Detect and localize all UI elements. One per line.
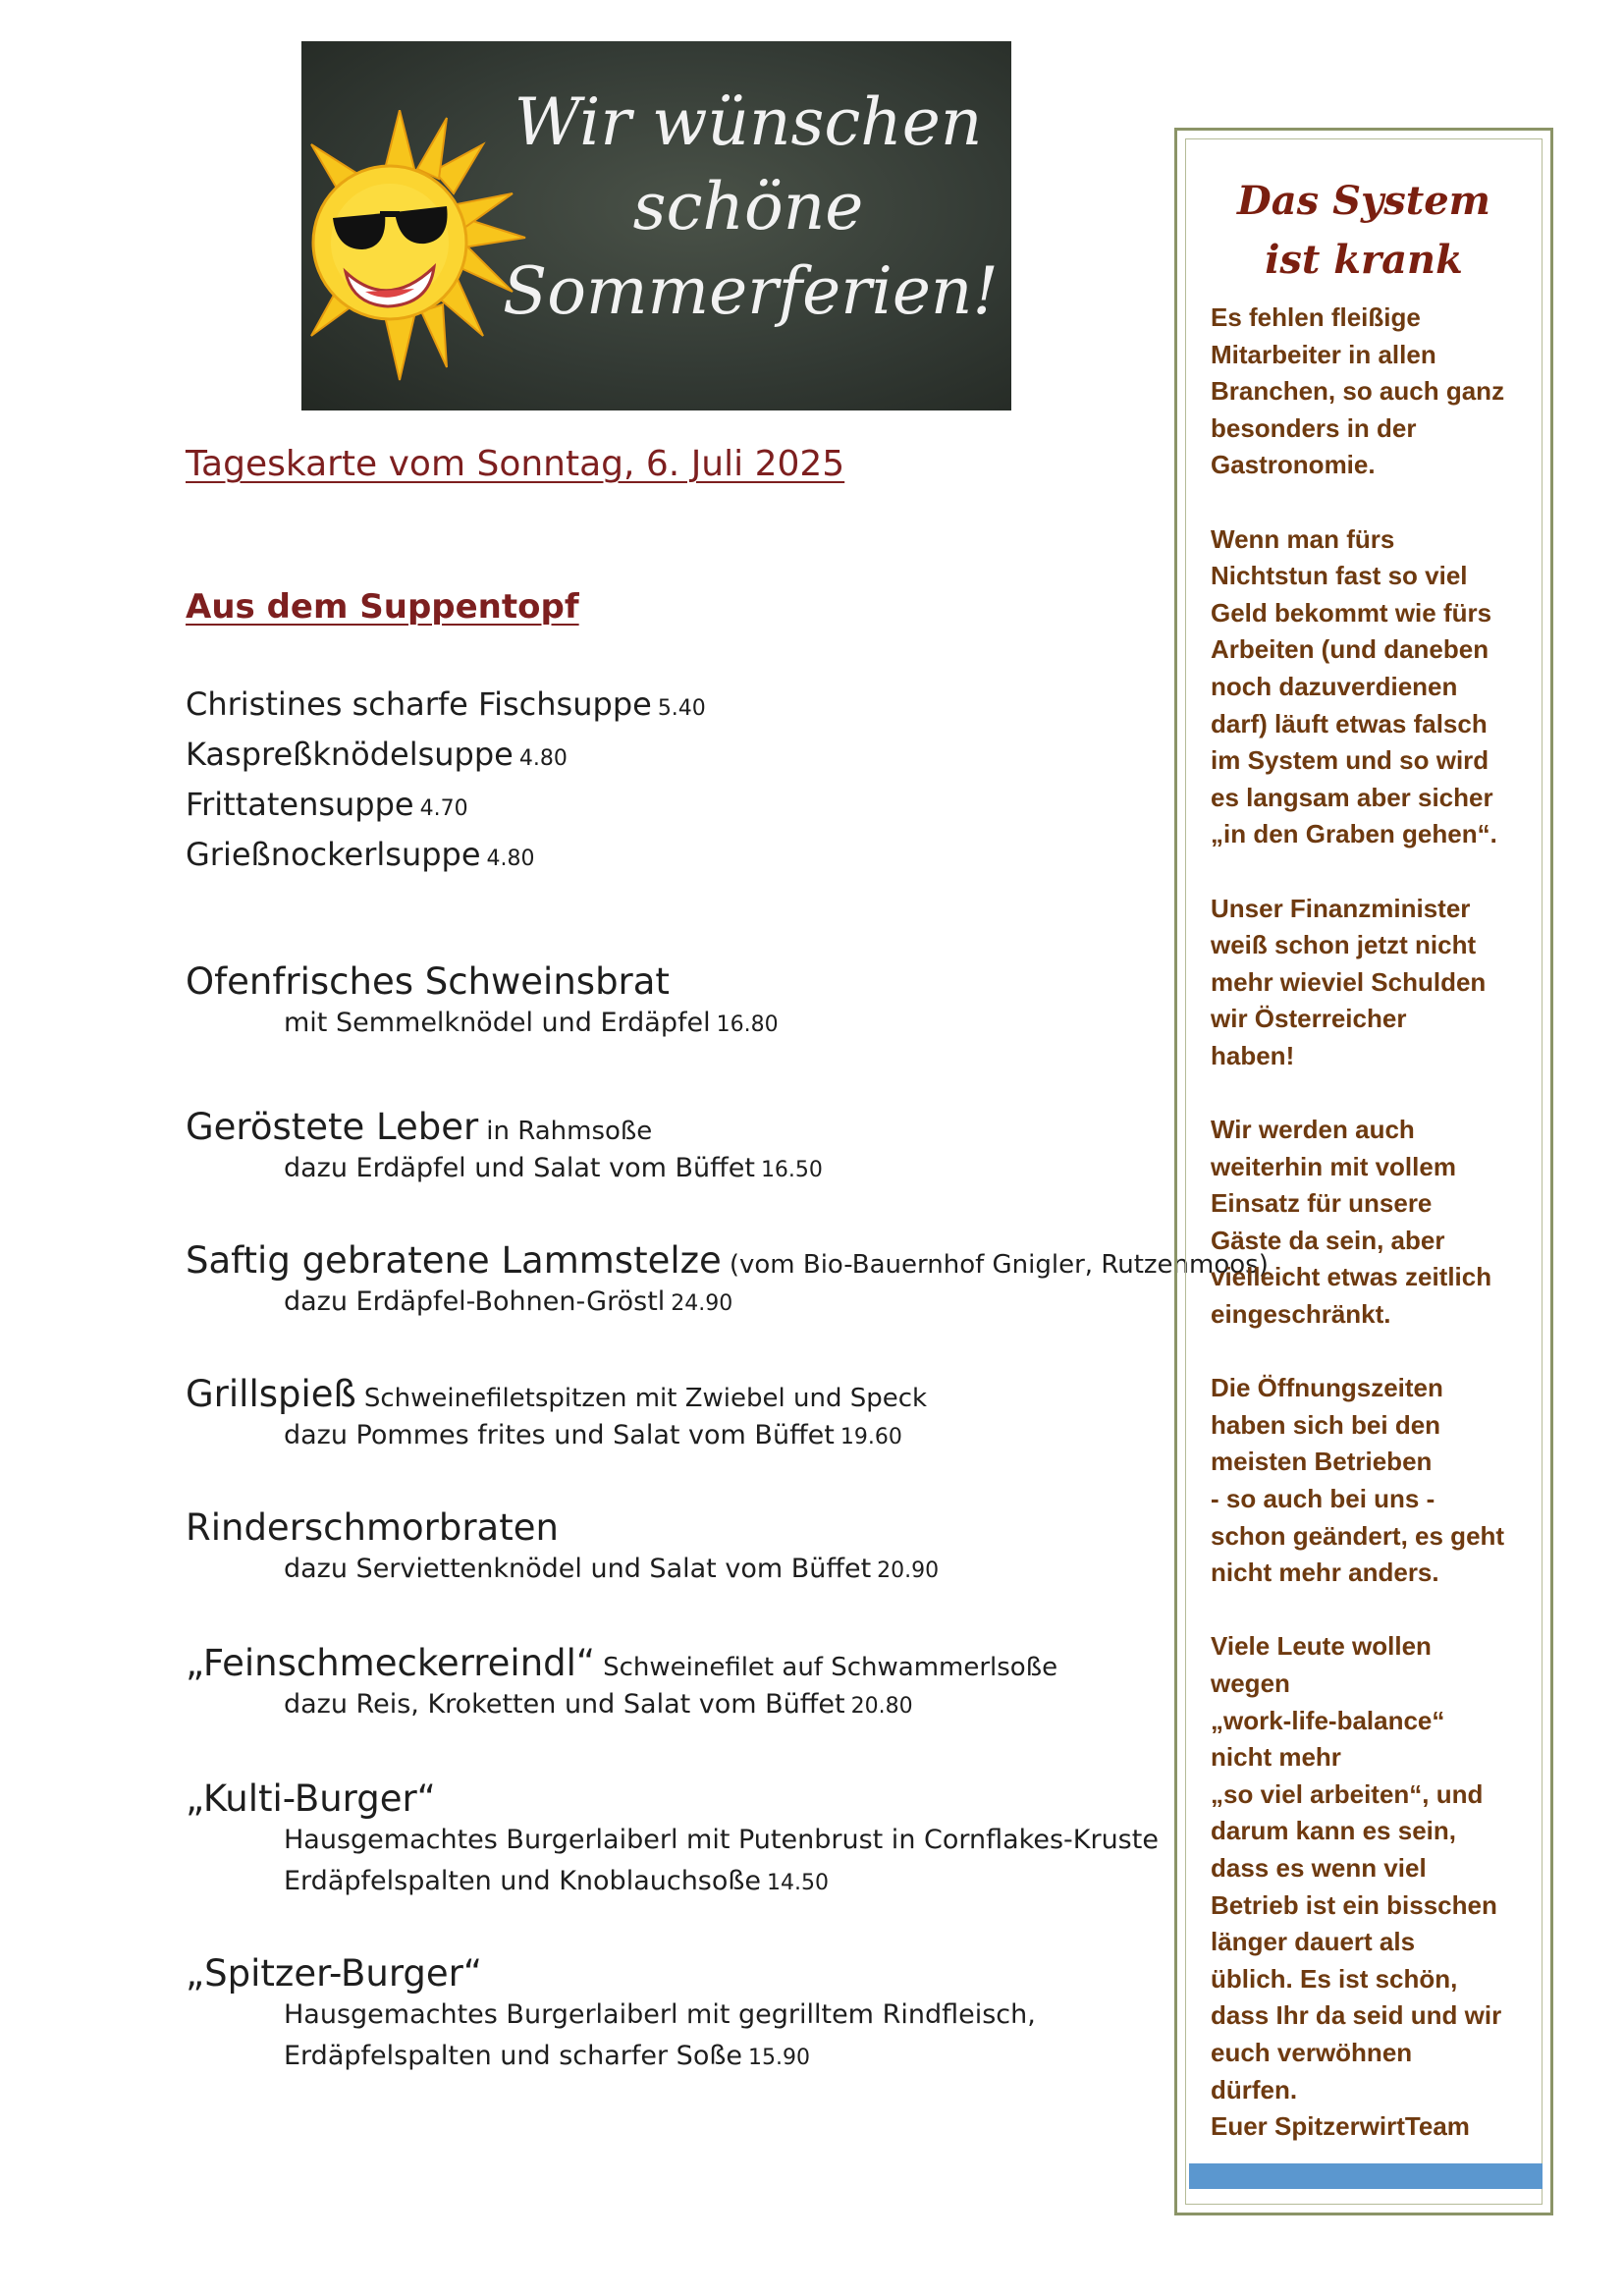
sidebar-paragraph: Unser Finanzminister weiß schon jetzt nicht mehr wieviel Schulden wir Österreicher haben! — [1211, 893, 1487, 1070]
dish-description-text: mit Semmelknödel und Erdäpfel — [284, 1008, 711, 1038]
dish-price: 19.60 — [839, 1425, 902, 1449]
notice-sidebar — [1174, 128, 1553, 2215]
dish-description-text: Erdäpfelspalten und scharfer Soße — [284, 2041, 742, 2071]
dish-item — [186, 1106, 823, 1191]
dish-description — [284, 1415, 927, 1458]
dish-item — [186, 1952, 1036, 2079]
dish-description-text: dazu Erdäpfel und Salat vom Büffet — [284, 1153, 755, 1183]
sidebar-body — [1211, 300, 1535, 2146]
soup-name: Frittatensuppe — [186, 786, 414, 823]
dish-name: Ofenfrisches Schweinsbrat — [186, 960, 670, 1003]
soup-price: 5.40 — [657, 696, 706, 721]
dish-price: 15.90 — [747, 2046, 810, 2070]
sidebar-title — [1177, 172, 1550, 290]
dish-description-text: dazu Serviettenknödel und Salat vom Büffet — [284, 1554, 872, 1584]
dish-name: „Feinschmeckerreindl“ — [186, 1642, 596, 1684]
sidebar-accent-bar — [1189, 2163, 1543, 2189]
soup-name: Christines scharfe Fischsuppe — [186, 685, 652, 723]
dish-name: Rinderschmorbraten — [186, 1506, 559, 1549]
dish-name: „Kulti-Burger“ — [186, 1777, 436, 1820]
dish-addon: Schweinefilet auf Schwammerlsoße — [603, 1653, 1058, 1682]
dish-price: 16.80 — [716, 1012, 779, 1037]
soup-price: 4.70 — [419, 796, 468, 821]
dish-description: Hausgemachtes Burgerlaiberl mit Putenbrust in Cornflakes-Kruste — [284, 1825, 1159, 1855]
banner-line-2: schöne — [632, 169, 864, 245]
soup-price: 4.80 — [518, 746, 568, 771]
summer-banner — [301, 41, 1011, 410]
soup-name: Kaspreßknödelsuppe — [186, 736, 514, 773]
sun-with-sunglasses-icon — [301, 110, 527, 405]
soup-price: 4.80 — [486, 847, 535, 871]
dish-description — [284, 1003, 779, 1046]
dish-price: 16.50 — [760, 1158, 823, 1182]
soup-list — [186, 682, 706, 882]
sidebar-title-line-2: ist krank — [1265, 237, 1463, 283]
soup-name: Grießnockerlsuppe — [186, 836, 481, 873]
dish-addon: (vom Bio-Bauernhof Gnigler, Rutzenmoos) — [729, 1250, 1269, 1280]
dish-price: 20.90 — [877, 1558, 940, 1583]
dish-name: Saftig gebratene Lammstelze — [186, 1239, 722, 1282]
soup-item — [186, 732, 706, 782]
banner-line-3: Sommerferien! — [503, 253, 999, 329]
dish-description-text: dazu Pommes frites und Salat vom Büffet — [284, 1420, 835, 1450]
dish-price: 24.90 — [671, 1291, 733, 1316]
sidebar-paragraph: Wenn man fürs Nichtstun fast so viel Geld bekommt wie fürs Arbeiten (und daneben noch dazuverdienen darf) läuft etwas falsch im System und so wird es langsam aber sicher „in den Graben gehen“. — [1211, 523, 1497, 849]
dish-name: Geröstete Leber — [186, 1106, 479, 1148]
dish-price: 14.50 — [767, 1871, 829, 1895]
dish-description — [284, 1549, 939, 1592]
sidebar-paragraph: Wir werden auch weiterhin mit vollem Einsatz für unsere Gäste da sein, aber vielleicht etwas zeitlich eingeschränkt. — [1211, 1115, 1492, 1330]
sidebar-paragraph: Die Öffnungszeiten haben sich bei den meisten Betrieben - so auch bei uns - schon geändert, es geht nicht mehr anders. — [1211, 1373, 1505, 1588]
dish-item — [186, 1239, 1269, 1325]
dish-description — [284, 1282, 1269, 1325]
soup-item — [186, 782, 706, 832]
dish-item — [186, 1642, 1057, 1727]
dish-description — [284, 1861, 1159, 1904]
soup-section-heading: Aus dem Suppentopf — [186, 587, 579, 627]
dish-addon: Schweinefiletspitzen mit Zwiebel und Speck — [363, 1384, 928, 1413]
dish-description — [284, 1684, 1057, 1727]
dish-item — [186, 1506, 939, 1592]
dish-name: Grillspieß — [186, 1373, 356, 1415]
dish-addon: in Rahmsoße — [486, 1117, 653, 1146]
dish-description-text: dazu Reis, Kroketten und Salat vom Büffet — [284, 1689, 845, 1720]
dish-name: „Spitzer-Burger“ — [186, 1952, 483, 1995]
sidebar-signature: Euer SpitzerwirtTeam — [1211, 2111, 1470, 2142]
sidebar-paragraph: Viele Leute wollen wegen „work-life-balance“ nicht mehr „so viel arbeiten“, und darum kann es sein, dass es wenn viel Betrieb ist ein bisschen länger dauert als üblich. Es ist schön, dass Ihr da seid und wir euch verwöhnen dürfen. — [1211, 1631, 1502, 2105]
dish-description-text: Erdäpfelspalten und Knoblauchsoße — [284, 1866, 762, 1896]
dish-description: Hausgemachtes Burgerlaiberl mit gegrilltem Rindfleisch, — [284, 1999, 1036, 2030]
sidebar-paragraph: Es fehlen fleißige Mitarbeiter in allen Branchen, so auch ganz besonders in der Gastronomie. — [1211, 302, 1505, 480]
dish-item — [186, 1373, 927, 1458]
dish-description-text: dazu Erdäpfel-Bohnen-Gröstl — [284, 1286, 666, 1317]
menu-date-heading: Tageskarte vom Sonntag, 6. Juli 2025 — [186, 444, 845, 484]
dish-item — [186, 960, 779, 1046]
soup-item — [186, 682, 706, 732]
dish-description — [284, 2036, 1036, 2079]
dish-price: 20.80 — [850, 1694, 913, 1719]
dish-description — [284, 1148, 823, 1191]
soup-item — [186, 832, 706, 882]
dish-item — [186, 1777, 1159, 1904]
banner-line-1: Wir wünschen — [514, 84, 983, 160]
sidebar-title-line-1: Das System — [1237, 178, 1490, 224]
